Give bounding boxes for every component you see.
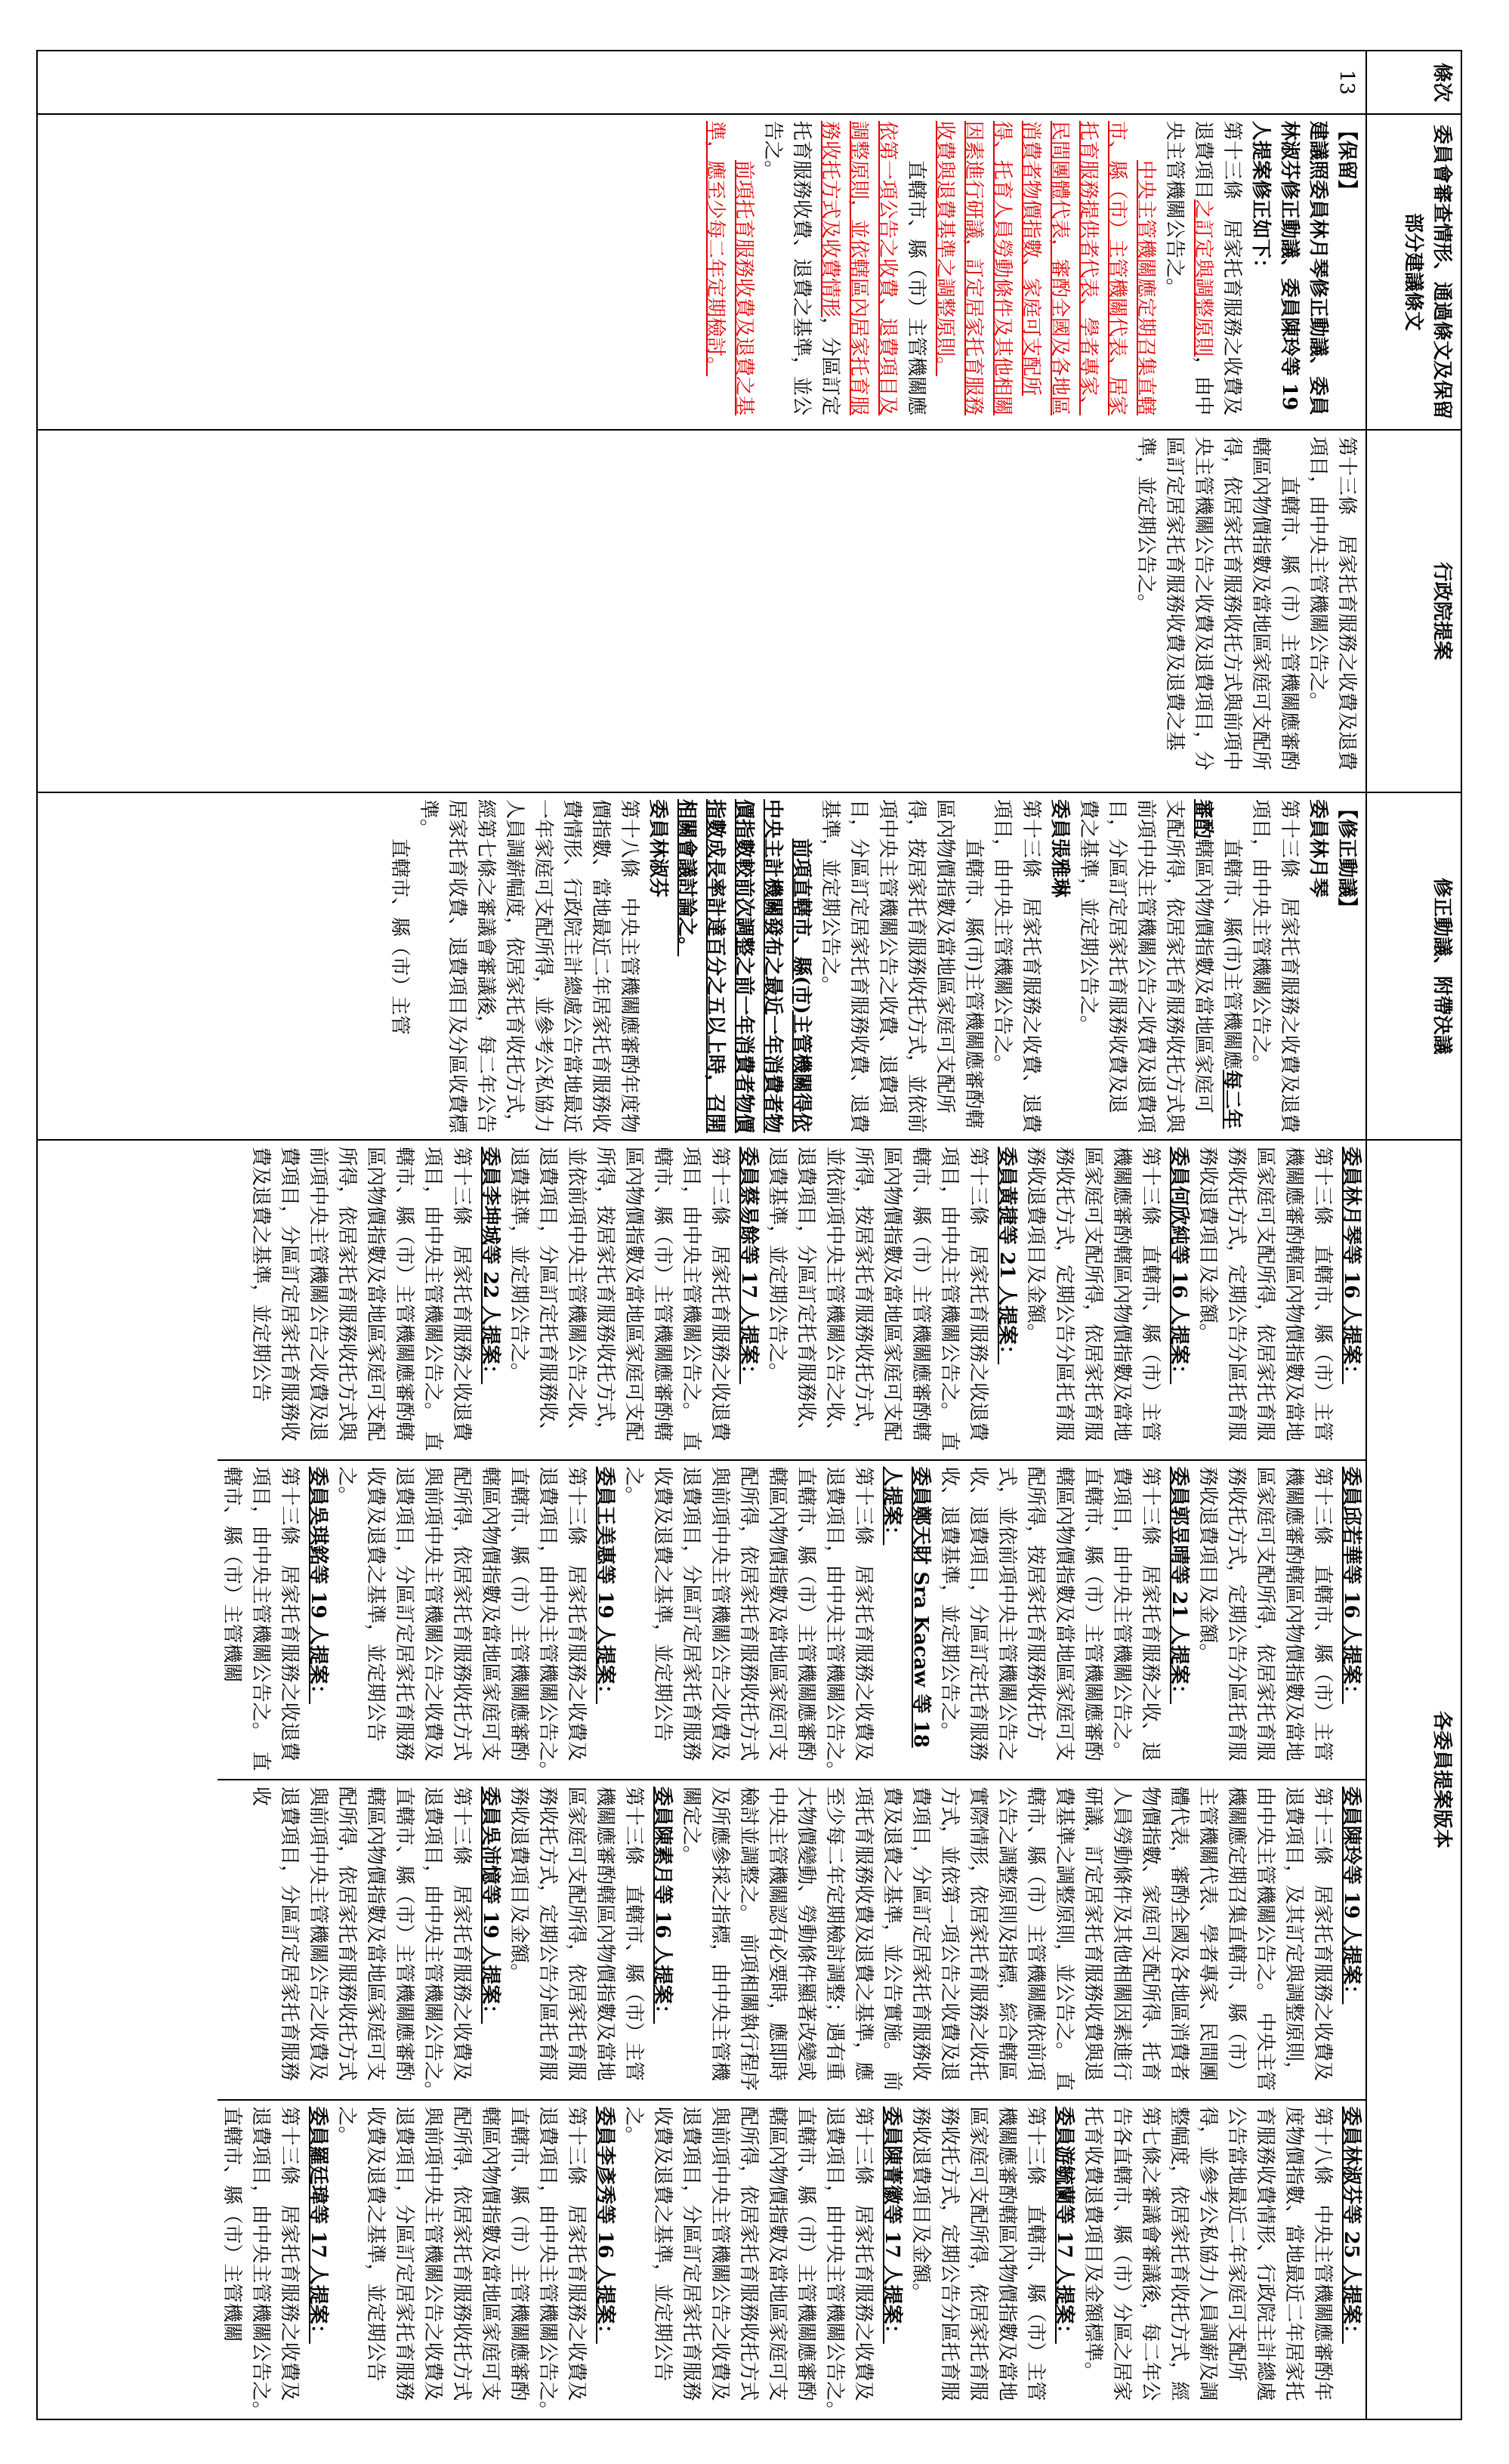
proposal-text: 第十三條 直轄市、縣（市）主管機關應審酌轄區內物價指數及當地區家庭可支配所得，依居家托育服務收托方式，定期公告分區托育服務收退費項目及金額。 (909, 2106, 1047, 2401)
header-no: 條次 (1366, 51, 1461, 114)
amend-1-p2b: 每二年審酌 (1192, 799, 1243, 1129)
proposal-sponsor: 委員游毓蘭等 17 人提案： (1053, 2106, 1075, 2344)
review-p3c: ，分區訂定托育服務收費、退費之基準，並公告之。 (761, 121, 841, 416)
exec-paragraph-2: 直轄市、縣（市）主管機關應審酌轄區內物價指數及當地區家庭可支配所得，依居家托育服務收托方式與前項中央主管機關公告之收費及退費項目，分區訂定居家托育服務收費及退費之基準，並定期公告之。 (1134, 437, 1301, 771)
proposal-sponsor: 委員李彥秀等 16 人提案： (594, 2106, 616, 2344)
proposal-sponsor: 委員陳玲等 19 人提案： (1340, 1786, 1362, 2005)
proposal-sponsor: 委員林月琴等 16 人提案： (1340, 1147, 1362, 1385)
review-p1c: ，由中央主管機關公告之。 (1163, 121, 1214, 416)
proposal-text: 第十三條 居家托育服務之收費及退費項目，及其訂定與調整原則，由中央主管機關公告之。 中央主管機關應定期召集直轄市、縣（市）主管機關代表、學者專家、民間團體代表，審酌全國及各地區消費者物價指數、家庭可支配所得、托育人員勞動條件及其他相關因素進行研議，訂定居家托育服務收費與退費基準之調整原則，並公告之。 直轄市、縣（市）主管機關應依前項公告之調整原則及指標，綜合轄區實際情形，依居家托育服務之收托方式，並依第一項公告之收費及退費項目，分區訂定居家托育服務收費及退費之基準，並公告實施。 前項托育服務收費及退費之基準，應至少每二年定期檢討調整；遇有重大物價變動、勞動條件顯著改變或中央主管機關認有必要時，應即時檢討並調整之。 前項相關執行程序及所應參採之指標，由中央主管機關定之。 (680, 1786, 1334, 2092)
amend-name-1: 委員林月琴 (1307, 799, 1329, 898)
review-cell (37, 114, 1366, 430)
amend-2-paragraph-3: 前項直轄市、縣(市)主管機關得依中央主計機關發布之最近一年消費者物價指數較前次調整之前一年消費者物價指數成長率計達百分之五以上時，召開相關會議討論之。 (675, 799, 813, 1134)
exec-paragraph-1: 第十三條 居家托育服務之收費及退費項目，由中央主管機關公告之。 (1307, 437, 1358, 771)
proposal-text: 第十三條 直轄市、縣（市）主管機關應審酌轄區內物價指數及當地區家庭可支配所得，依居家托育服務收托方式，定期公告分區托育服務收退費項目及金額。 (1024, 1147, 1162, 1442)
amend-3-paragraph-1: 第十八條 中央主管機關應審酌年度物價指數、當地最近二年居家托育服務收費情形、行政院主計總處公告當地最近一年家庭可支配所得，並參考公私協力人員調薪幅度，依居家托育收托方式，經第七條之審議會審議後，每二年公告居家托育收費、退費項目及分區收費標準。 (417, 799, 640, 1134)
proposal-text: 第十三條 居家托育服務之收費及退費項目，由中央主管機關公告之。 直轄市、縣（市）主管機關應審酌轄區內物價指數及當地區家庭可支配所得，依居家托育服務收托方式與前項中央主管機關公告之收費及退費項目，分區訂定居家托育服務收費及退費之基準，並定期公告之。 (622, 1466, 875, 1791)
proposal-text: 第十三條 直轄市、縣（市）主管機關應審酌轄區內物價指數及當地區家庭可支配所得，依居家托育服務收托方式，定期公告分區托育服務收退費項目及金額。 (1196, 1147, 1334, 1442)
proposal-sponsor: 委員蔡易餘等 17 人提案： (737, 1147, 760, 1385)
header-amend: 修正動議、附帶決議 (1366, 792, 1461, 1140)
proposal-sponsor: 委員郭昱晴等 21 人提案： (1168, 1466, 1190, 1704)
legislator-column-3 (218, 1780, 1366, 2111)
review-p3b: 依第一項公告之收費、退費項目及調整原則，並依轄區內居家托育服務收托方式及收費情形 (819, 121, 899, 416)
proposal-sponsor: 委員吳琪銘等 19 人提案： (307, 1466, 329, 1704)
legislator-column-4 (218, 2101, 1366, 2431)
legislators-cell (37, 1140, 1366, 2431)
amend-1-paragraph-2 (1074, 799, 1246, 1133)
proposal-text: 第十三條 居家托育服務之收費及退費項目，由中央主管機關公告之。 直轄市、縣（市）主管機關 (221, 2106, 301, 2431)
proposal-text: 第十三條 居家托育服務之收費及退費項目，由中央主管機關公告之。 直轄市、縣（市）主管機關應審酌轄區內物價指數及當地區家庭可支配所得，依居家托育服務收托方式與前項中央主管機關公告之收費及退費項目，分區訂定居家托育服務收 (249, 1786, 473, 2111)
exec-cell (37, 430, 1366, 792)
amend-1-p2d: 分區訂定居家托育服務收費及退費之基準，並定期公告之。 (1077, 799, 1128, 1114)
proposal-sponsor: 委員鄭天財 Sra Kacaw 等 18 人提案： (881, 1466, 932, 1748)
header-row (1366, 51, 1461, 2419)
proposal-sponsor: 委員林淑芬等 25 人提案： (1340, 2106, 1362, 2344)
proposal-text: 第十三條 直轄市、縣（市）主管機關應審酌轄區內物價指數及當地區家庭可支配所得，依居家托育服務收托方式，定期公告分區托育服務收退費項目及金額。 (1196, 1466, 1334, 1762)
proposal-text: 第十三條 居家托育服務之收退費項目，由中央主管機關公告之。 直轄市、縣（市）主管機關應審酌轄區內物價指數及當地區家庭可支配所得，依居家托育服務收托方式與前項中央主管機關公告之收費及退費項目，分區訂定居家托育服務收費及退費之基準，並定期公告 (249, 1147, 473, 1452)
legislator-column-1 (218, 1141, 1366, 1461)
article-number: 13 (37, 51, 1366, 114)
review-p1a: 第十三條 居家托育服務之收費及退費項目 (1192, 121, 1243, 416)
amend-2-paragraph-1: 第十三條 居家托育服務之收費、退費項目，由中央主管機關公告之。 (991, 799, 1042, 1134)
review-tag: 【保留】 (1335, 121, 1358, 200)
amend-name-3: 委員林淑芬 (646, 799, 669, 898)
header-legislators: 各委員提案版本 (1366, 1140, 1461, 2419)
proposal-sponsor: 委員邱若華等 16 人提案： (1340, 1466, 1362, 1704)
review-p1b: 之訂定與調整原則 (1192, 199, 1214, 357)
proposal-sponsor: 委員王美惠等 19 人提案： (594, 1466, 616, 1704)
amend-3-paragraph-2: 直轄市、縣（市）主管 (388, 838, 411, 1036)
amend-1-p2c: 轄區內物價指數及當地區家庭可支配所得，依居家托育服務收托方式與前項中央主管機關公告之收費及退費項目， (1106, 799, 1214, 1134)
amend-1-p2a: 直轄市、縣(市)主管機關應 (1220, 838, 1243, 1070)
review-paragraph-4: 前項托育服務收費及退費之基準，應至少每二年定期檢討。 (704, 121, 755, 416)
proposal-text: 第十三條 直轄市、縣（市）主管機關應審酌轄區內物價指數及當地區家庭可支配所得，依居家托育服務收托方式，定期公告分區托育服務收退費項目及金額。 (508, 1786, 645, 2082)
proposal-text: 第十三條 居家托育服務之收退費項目，由中央主管機關公告之。 直轄市、縣（市）主管機關應審酌轄區內物價指數及當地區家庭可支配所得，按居家托育服務收托方式，並依前項中央主管機關公告之收、退費項目，分區訂定托育服務收、退費基準，並定期公告之。 (766, 1147, 989, 1452)
proposal-text: 第十三條 居家托育服務之收費及退費項目，由中央主管機關公告之。 直轄市、縣（市）主管機關應審酌轄區內物價指數及當地區家庭可支配所得，依居家托育服務收托方式與前項中央主管機關公告之收費及退費項目，分區訂定居家托育服務收費及退費之基準，並定期公告之。 (335, 1466, 588, 1791)
proposal-text: 第十三條 居家托育服務之收、退費項目，由中央主管機關公告之。 直轄市、縣（市）主管機關應審酌轄區內物價指數及當地區家庭可支配所得，按居家托育服務收托方式，並依前項中央主管機關公告之收、退費項目，分區訂定托育服務收、退費基準，並定期公告之。 (938, 1466, 1162, 1771)
amend-tag: 【修正動議】 (1335, 799, 1358, 918)
review-paragraph-1 (1160, 121, 1246, 423)
proposal-sponsor: 委員陳菁徽等 17 人提案： (881, 2106, 903, 2344)
proposal-text: 第十八條 中央主管機關應審酌年度物價指數、當地最近二年居家托育服務收費情形、行政院主計總處公告當地最近二年家庭可支配所得，並參考公私協力人員調薪及調整幅度，依居家托育收托方式，經第七條之審議會審議後，每二年公告各直轄市、縣（市）分區之居家托育收費退費項目及金額標準。 (1082, 2106, 1334, 2401)
proposal-sponsor: 委員吳沛憶等 19 人提案： (479, 1786, 501, 2024)
table-row (37, 51, 1366, 2419)
proposal-text: 第十三條 居家托育服務之收退費項目，由中央主管機關公告之。 直轄市、縣（市）主管機關 (221, 1466, 301, 1771)
legislator-column-2 (218, 1461, 1366, 1791)
legislator-columns (218, 1141, 1366, 2431)
header-review: 委員會審查情形、通過條文及保留部分建議條文 (1366, 114, 1461, 430)
review-p3a: 直轄市、縣（市）主管機關應 (905, 160, 927, 416)
comparison-table (36, 50, 1462, 2431)
amend-cell (37, 792, 1366, 1140)
review-paragraph-3 (758, 121, 930, 423)
proposal-text: 第十三條 居家托育服務之收退費項目，由中央主管機關公告之。 直轄市、縣（市）主管機關應審酌轄區內物價指數及當地區家庭可支配所得，按居家托育服務收托方式，並依前項中央主管機關公告之收、退費項目，分區訂定托育服務收、退費基準，並定期公告之。 (508, 1147, 731, 1452)
proposal-sponsor: 委員李坤城等 22 人提案： (479, 1147, 501, 1385)
review-paragraph-2: 中央主管機關應定期召集直轄市、縣（市）主管機關代表、居家托育服務提供者代表、學者專家、民間團體代表，審酌全國及各地區消費者物價指數、家庭可支配所得、托育人員勞動條件及其他相關因素進行研議，訂定居家托育服務收費與退費基準之調整原則。 (933, 121, 1157, 416)
proposal-sponsor: 委員羅廷瑋等 17 人提案： (307, 2106, 329, 2344)
review-intro: 建議照委員林月琴修正動議、委員林淑芬修正動議、委員陳玲等 19 人提案修正如下： (1249, 121, 1329, 416)
proposal-sponsor: 委員何欣純等 16 人提案： (1168, 1147, 1190, 1385)
proposal-sponsor: 委員陳素月等 16 人提案： (651, 1786, 674, 2024)
proposal-text: 第十三條 居家托育服務之收費及退費項目，由中央主管機關公告之。 直轄市、縣（市）主管機關應審酌轄區內物價指數及當地區家庭可支配所得，依居家托育服務收托方式與前項中央主管機關公告之收費及退費項目，分區訂定居家托育服務收費及退費之基準，並定期公告之。 (335, 2106, 588, 2431)
header-exec: 行政院提案 (1366, 430, 1461, 792)
amend-2-paragraph-2: 直轄市、縣(市)主管機關應審酌轄區內物價指數及當地區家庭可支配所得，按居家托育服務收托方式，並依前項中央主管機關公告之收費、退費項目，分區訂定居家托育服務收費、退費基準，並定期公告之。 (819, 799, 985, 1134)
amend-1-paragraph-1: 第十三條 居家托育服務之收費及退費項目，由中央主管機關公告之。 (1249, 799, 1301, 1134)
amend-name-2: 委員張雅琳 (1048, 799, 1071, 898)
proposal-text: 第十三條 居家托育服務之收費及退費項目，由中央主管機關公告之。 直轄市、縣（市）主管機關應審酌轄區內物價指數及當地區家庭可支配所得，依居家托育服務收托方式與前項中央主管機關公告之收費及退費項目，分區訂定居家托育服務收費及退費之基準，並定期公告之。 (622, 2106, 875, 2431)
proposal-sponsor: 委員黃捷等 21 人提案： (995, 1147, 1018, 1365)
